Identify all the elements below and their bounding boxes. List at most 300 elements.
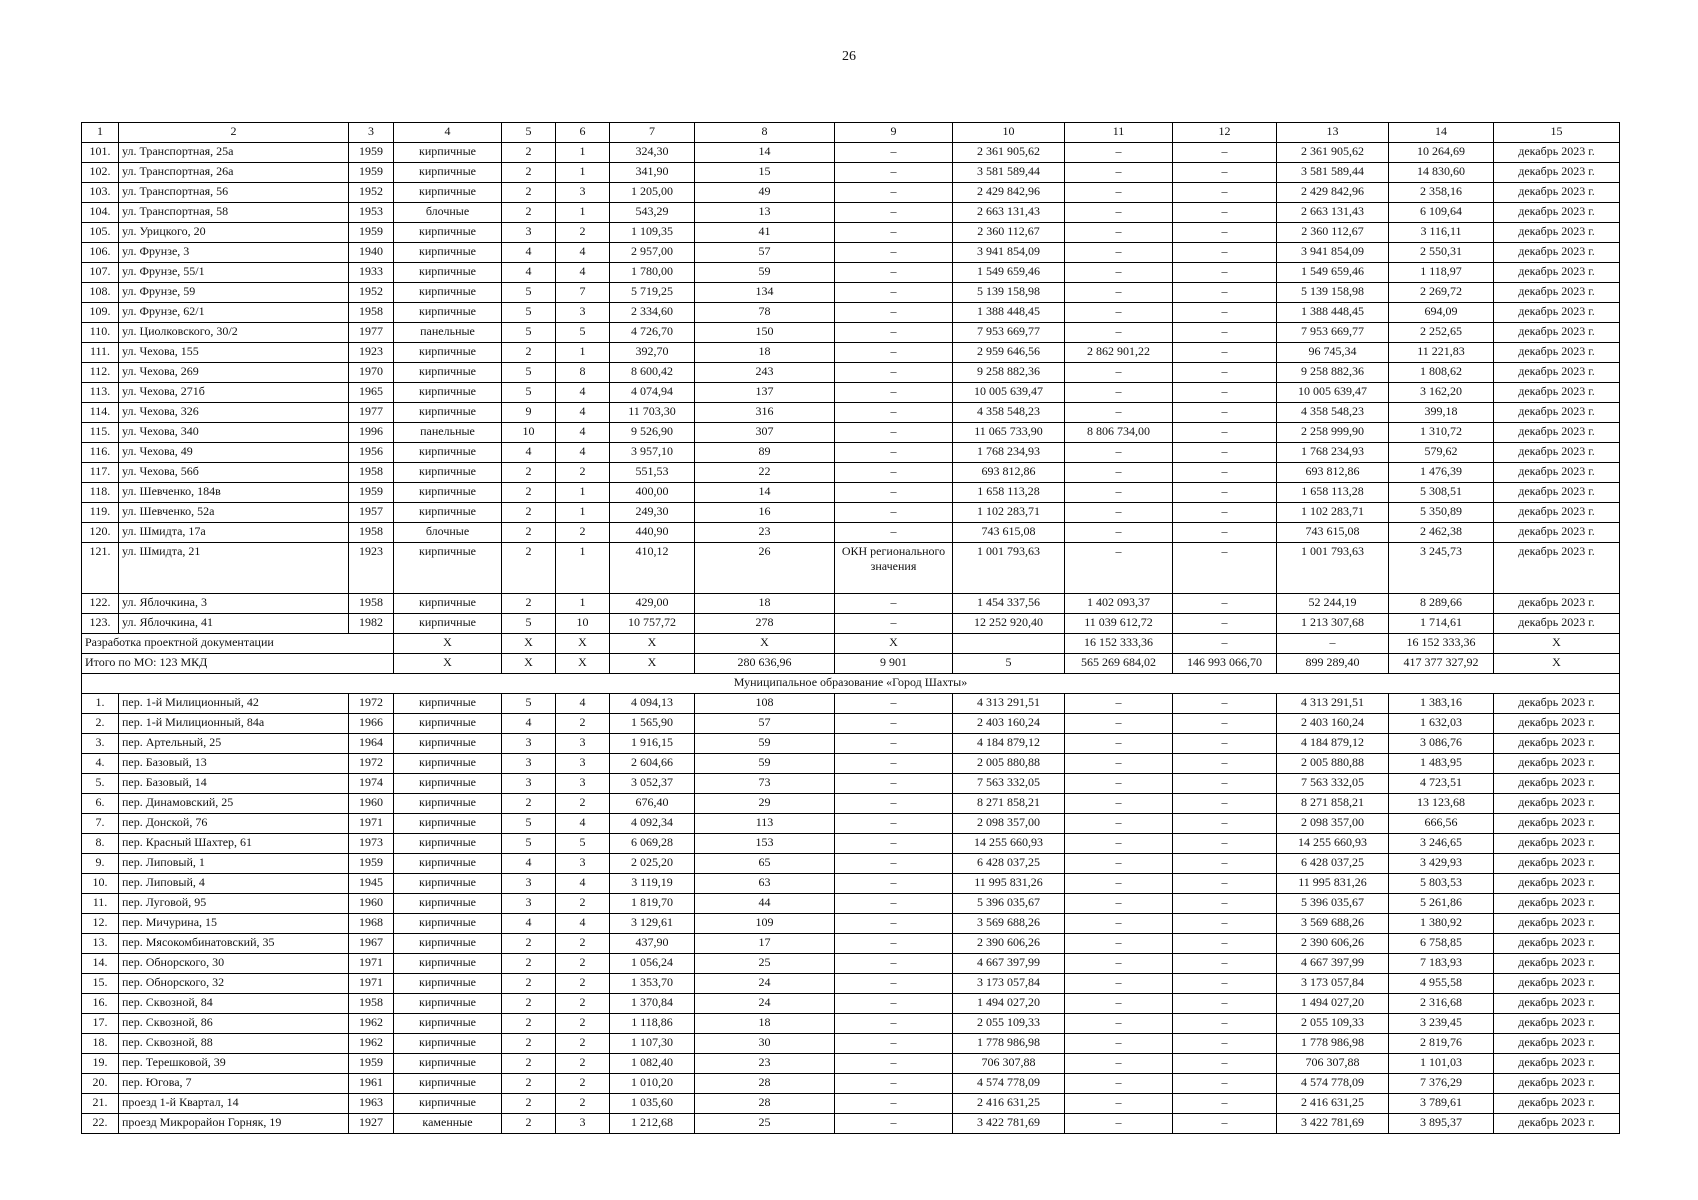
table-row [82,483,1620,503]
table-cell: 1959 [349,1054,394,1074]
table-cell: 5 [502,323,556,343]
table-cell: 101. [82,143,119,163]
table-cell: 2 [556,974,610,994]
table-cell: кирпичные [394,303,502,323]
table-cell: – [1173,934,1277,954]
table-cell: 3 957,10 [610,443,695,463]
table-cell: 1973 [349,834,394,854]
table-cell: – [835,283,953,303]
table-cell: 2 098 357,00 [1277,814,1389,834]
table-cell: 4 574 778,09 [953,1074,1065,1094]
table-cell: – [1173,594,1277,614]
table-cell: – [1065,163,1173,183]
table-cell: 2 [556,523,610,543]
table-cell: 2 098 357,00 [953,814,1065,834]
table-cell: – [835,303,953,323]
table-cell: декабрь 2023 г. [1494,1074,1620,1094]
table-cell: – [1173,543,1277,594]
table-cell: 1 370,84 [610,994,695,1014]
table-cell: – [1065,203,1173,223]
table-cell: декабрь 2023 г. [1494,834,1620,854]
table-cell: 1 353,70 [610,974,695,994]
table-cell: – [1173,994,1277,1014]
table-row [82,1034,1620,1054]
table-cell: – [835,714,953,734]
column-number: 13 [1277,123,1389,143]
table-cell: 1959 [349,143,394,163]
table-cell: – [1065,243,1173,263]
address-cell: ул. Транспортная, 26а [119,163,349,183]
table-cell: 2 429 842,96 [953,183,1065,203]
address-cell: пер. Сквозной, 86 [119,1014,349,1034]
table-cell: 103. [82,183,119,203]
table-cell: – [835,1034,953,1054]
column-number: 10 [953,123,1065,143]
table-cell: декабрь 2023 г. [1494,694,1620,714]
table-cell: 1 056,24 [610,954,695,974]
table-cell: 3 [502,774,556,794]
table-cell: кирпичные [394,894,502,914]
table-cell: 2 [502,1074,556,1094]
table-cell: 24 [695,994,835,1014]
table-cell: 278 [695,614,835,634]
table-cell: 111. [82,343,119,363]
table-cell: 5 [502,614,556,634]
table-row [82,1014,1620,1034]
table-cell: декабрь 2023 г. [1494,163,1620,183]
table-cell: – [1065,1054,1173,1074]
table-cell: 3 [502,754,556,774]
table-cell: 11 065 733,90 [953,423,1065,443]
table-cell: кирпичные [394,614,502,634]
table-cell: 399,18 [1389,403,1494,423]
table-cell: 14. [82,954,119,974]
table-cell: 2 [502,483,556,503]
table-cell: 1 [556,483,610,503]
table-cell: 1 [556,163,610,183]
table-row [82,403,1620,423]
table-cell: 153 [695,834,835,854]
table-row [82,323,1620,343]
table-cell: 2 [556,714,610,734]
table-cell: – [1065,463,1173,483]
table-cell: 4 667 397,99 [1277,954,1389,974]
table-cell: 1974 [349,774,394,794]
table-cell: 122. [82,594,119,614]
table-cell: 400,00 [610,483,695,503]
table-cell: 1 [556,143,610,163]
table-cell: 3 941 854,09 [953,243,1065,263]
table-cell: 3 941 854,09 [1277,243,1389,263]
table-cell: кирпичные [394,143,502,163]
table-cell: 1 082,40 [610,1054,695,1074]
table-cell: 22. [82,1114,119,1134]
table-cell: 8 806 734,00 [1065,423,1173,443]
table-cell: 4 955,58 [1389,974,1494,994]
address-cell: пер. Сквозной, 88 [119,1034,349,1054]
table-cell: 1 916,15 [610,734,695,754]
table-row [82,223,1620,243]
table-cell: 1959 [349,854,394,874]
table-cell: декабрь 2023 г. [1494,774,1620,794]
table-cell: декабрь 2023 г. [1494,994,1620,1014]
table-cell: декабрь 2023 г. [1494,343,1620,363]
table-cell: 1 010,20 [610,1074,695,1094]
table-cell: – [1065,303,1173,323]
table-cell: 743 615,08 [953,523,1065,543]
address-cell: ул. Шмидта, 21 [119,543,349,594]
table-cell: 4 [556,383,610,403]
table-cell: – [1173,423,1277,443]
table-cell: 4 184 879,12 [953,734,1065,754]
address-cell: ул. Фрунзе, 62/1 [119,303,349,323]
table-cell: 28 [695,1074,835,1094]
table-cell: 2 [502,1094,556,1114]
table-row [82,1074,1620,1094]
table-cell: 743 615,08 [1277,523,1389,543]
table-cell: 109. [82,303,119,323]
table-cell: 2 [502,503,556,523]
table-cell: 1 [556,343,610,363]
table-cell: 10 [556,614,610,634]
table-cell: 2 [502,1114,556,1134]
table-row [82,183,1620,203]
table-cell: декабрь 2023 г. [1494,203,1620,223]
table-row [82,794,1620,814]
table-row [82,303,1620,323]
address-cell: ул. Яблочкина, 3 [119,594,349,614]
table-cell: 5 [502,383,556,403]
table-cell: 1 768 234,93 [953,443,1065,463]
table-cell: Х [1494,634,1620,654]
address-cell: пер. Сквозной, 84 [119,994,349,1014]
table-cell: 20. [82,1074,119,1094]
table-cell: кирпичные [394,403,502,423]
column-number: 6 [556,123,610,143]
table-cell: 22 [695,463,835,483]
table-cell: – [1173,1014,1277,1034]
table-cell: 1964 [349,734,394,754]
table-cell: 4 574 778,09 [1277,1074,1389,1094]
address-cell: ул. Транспортная, 25а [119,143,349,163]
table-cell: 5 [502,283,556,303]
address-cell: проезд Микрорайон Горняк, 19 [119,1114,349,1134]
table-cell: – [835,483,953,503]
table-cell: 6 109,64 [1389,203,1494,223]
table-cell: 1 494 027,20 [1277,994,1389,1014]
table-row [82,834,1620,854]
table-cell: 18 [695,594,835,614]
table-cell: – [835,914,953,934]
table-cell: 2 [502,203,556,223]
table-cell: кирпичные [394,794,502,814]
column-number: 8 [695,123,835,143]
address-cell: ул. Транспортная, 56 [119,183,349,203]
table-cell: 1958 [349,994,394,1014]
table-cell: 1971 [349,814,394,834]
table-cell: 1 205,00 [610,183,695,203]
table-cell: – [1065,774,1173,794]
table-cell: 17 [695,934,835,954]
table-cell: 1 402 093,37 [1065,594,1173,614]
table-cell: 2 [556,794,610,814]
table-cell: декабрь 2023 г. [1494,543,1620,594]
table-cell: 565 269 684,02 [1065,654,1173,674]
table-cell: 1 102 283,71 [1277,503,1389,523]
table-cell: кирпичные [394,1094,502,1114]
table-cell: – [835,594,953,614]
table-cell: 121. [82,543,119,594]
address-cell: ул. Шевченко, 52а [119,503,349,523]
table-cell: 6. [82,794,119,814]
table-cell: 3 422 781,69 [953,1114,1065,1134]
table-cell: 2 360 112,67 [953,223,1065,243]
section-title: Муниципальное образование «Город Шахты» [82,674,1620,694]
table-cell: декабрь 2023 г. [1494,874,1620,894]
table-cell: – [835,1114,953,1134]
table-cell: 2. [82,714,119,734]
table-cell: панельные [394,423,502,443]
address-cell: пер. Динамовский, 25 [119,794,349,814]
table-cell: 1956 [349,443,394,463]
table-cell: декабрь 2023 г. [1494,403,1620,423]
table-cell: 7. [82,814,119,834]
table-cell: 1 035,60 [610,1094,695,1114]
table-cell: 14 [695,143,835,163]
table-cell: 2 [502,143,556,163]
table-cell: кирпичные [394,343,502,363]
table-cell: 5 [556,323,610,343]
table-cell: 2 [502,163,556,183]
table-cell: 65 [695,854,835,874]
table-cell: – [835,1014,953,1034]
table-cell: 4 074,94 [610,383,695,403]
table-cell: 1 [556,203,610,223]
table-cell: 5 261,86 [1389,894,1494,914]
table-cell: 109 [695,914,835,934]
table-cell: 1 658 113,28 [953,483,1065,503]
table-cell: – [1173,1074,1277,1094]
column-number: 3 [349,123,394,143]
table-row [82,734,1620,754]
table-cell: 5 719,25 [610,283,695,303]
table-cell: 102. [82,163,119,183]
table-cell: 1972 [349,694,394,714]
table-cell: 9 [502,403,556,423]
table-row [82,343,1620,363]
table-cell: 5 [502,363,556,383]
design-docs-row [82,634,1620,654]
table-cell: 1 714,61 [1389,614,1494,634]
table-cell: 7 563 332,05 [1277,774,1389,794]
table-cell: 2 429 842,96 [1277,183,1389,203]
column-number: 4 [394,123,502,143]
address-cell: пер. Луговой, 95 [119,894,349,914]
table-row [82,854,1620,874]
table-cell: 249,30 [610,503,695,523]
table-cell: – [1173,183,1277,203]
table-cell: кирпичные [394,543,502,594]
table-cell: 12 252 920,40 [953,614,1065,634]
table-cell: декабрь 2023 г. [1494,1034,1620,1054]
table-cell: 3 [502,734,556,754]
table-cell: 4 [556,914,610,934]
table-cell: – [835,934,953,954]
table-cell: 1 494 027,20 [953,994,1065,1014]
table-cell: 4 092,34 [610,814,695,834]
table-cell: – [835,183,953,203]
table-row [82,363,1620,383]
table-cell: 706 307,88 [1277,1054,1389,1074]
table-cell: 1971 [349,974,394,994]
table-cell: 280 636,96 [695,654,835,674]
table-cell: – [835,994,953,1014]
table-cell: Х [556,654,610,674]
table-row [82,523,1620,543]
table-cell: Х [556,634,610,654]
table-cell: – [1173,854,1277,874]
table-cell: 6 428 037,25 [1277,854,1389,874]
table-cell: 2 957,00 [610,243,695,263]
address-cell: пер. 1-й Милиционный, 42 [119,694,349,714]
table-cell: декабрь 2023 г. [1494,223,1620,243]
table-cell: 1. [82,694,119,714]
table-cell: декабрь 2023 г. [1494,243,1620,263]
table-cell: 4 [502,714,556,734]
address-cell: пер. Красный Шахтер, 61 [119,834,349,854]
table-cell: 9 258 882,36 [953,363,1065,383]
table-cell: 551,53 [610,463,695,483]
table-cell: 2 403 160,24 [953,714,1065,734]
table-cell: 1923 [349,543,394,594]
table-cell: – [835,503,953,523]
table-cell: – [835,143,953,163]
column-number-row [82,123,1620,143]
table-cell: 316 [695,403,835,423]
table-cell: 2 [502,994,556,1014]
section-title-row [82,674,1620,694]
table-cell: – [1065,183,1173,203]
table-cell: 1960 [349,794,394,814]
table-cell: декабрь 2023 г. [1494,934,1620,954]
table-cell: 11 703,30 [610,403,695,423]
table-cell: 2 055 109,33 [953,1014,1065,1034]
table-cell: 693 812,86 [953,463,1065,483]
table-cell: 2 [556,994,610,1014]
table-cell: – [1173,283,1277,303]
table-cell: 1 483,95 [1389,754,1494,774]
table-cell: – [1065,383,1173,403]
table-cell: кирпичные [394,223,502,243]
table-cell: – [1173,634,1277,654]
table-cell: – [835,794,953,814]
address-cell: ул. Транспортная, 58 [119,203,349,223]
table-cell: – [1065,1114,1173,1134]
table-cell: – [835,463,953,483]
table-cell: 1 001 793,63 [1277,543,1389,594]
table-cell: 2 [502,1034,556,1054]
table-cell: 4 [502,243,556,263]
table-cell: 4 [502,263,556,283]
table-cell: 7 376,29 [1389,1074,1494,1094]
table-cell: – [1173,223,1277,243]
table-cell: 1967 [349,934,394,954]
table-cell: 1958 [349,463,394,483]
table-cell: кирпичные [394,443,502,463]
table-row [82,714,1620,734]
table-cell: 341,90 [610,163,695,183]
table-cell: – [1173,814,1277,834]
table-cell: 1972 [349,754,394,774]
table-cell: 1 476,39 [1389,463,1494,483]
table-cell: 26 [695,543,835,594]
table-cell: 119. [82,503,119,523]
table-cell: декабрь 2023 г. [1494,734,1620,754]
table-cell: – [1065,483,1173,503]
table-cell: 1968 [349,914,394,934]
table-cell: 2 269,72 [1389,283,1494,303]
table-row [82,143,1620,163]
table-cell: 3 569 688,26 [1277,914,1389,934]
table-cell: 116. [82,443,119,463]
table-cell: кирпичные [394,363,502,383]
table-cell: 1 383,16 [1389,694,1494,714]
table-cell: 4 [502,914,556,934]
table-cell: – [1173,523,1277,543]
table-cell: 16 152 333,36 [1065,634,1173,654]
table-cell: 4 723,51 [1389,774,1494,794]
table-cell: – [1065,714,1173,734]
table-cell: декабрь 2023 г. [1494,383,1620,403]
table-cell: 18. [82,1034,119,1054]
table-cell: 49 [695,183,835,203]
table-cell: 1959 [349,483,394,503]
table-cell: 2 [556,894,610,914]
table-row [82,954,1620,974]
table-cell: 3 162,20 [1389,383,1494,403]
table-cell: – [1065,543,1173,594]
table-cell: Х [610,654,695,674]
table-cell: – [1173,303,1277,323]
table-cell: декабрь 2023 г. [1494,754,1620,774]
table-cell: 10. [82,874,119,894]
table-cell: – [1065,1074,1173,1094]
table-cell: 1977 [349,323,394,343]
table-cell: 1 310,72 [1389,423,1494,443]
housing-registry-table [81,122,1620,1134]
address-cell: пер. Артельный, 25 [119,734,349,754]
table-cell: кирпичные [394,594,502,614]
table-cell: – [1065,734,1173,754]
table-cell: 117. [82,463,119,483]
table-cell: – [1065,794,1173,814]
table-cell: 2 [556,1014,610,1034]
table-cell: декабрь 2023 г. [1494,594,1620,614]
table-cell: – [835,163,953,183]
table-row [82,994,1620,1014]
table-cell: 14 [695,483,835,503]
address-cell: ул. Чехова, 340 [119,423,349,443]
table-cell: 5 [502,303,556,323]
table-cell: 8 [556,363,610,383]
table-cell: 115. [82,423,119,443]
table-cell: 1933 [349,263,394,283]
table-row [82,614,1620,634]
address-cell: ул. Яблочкина, 41 [119,614,349,634]
address-cell: пер. Липовый, 1 [119,854,349,874]
table-cell: 5 139 158,98 [1277,283,1389,303]
table-cell: – [1173,954,1277,974]
